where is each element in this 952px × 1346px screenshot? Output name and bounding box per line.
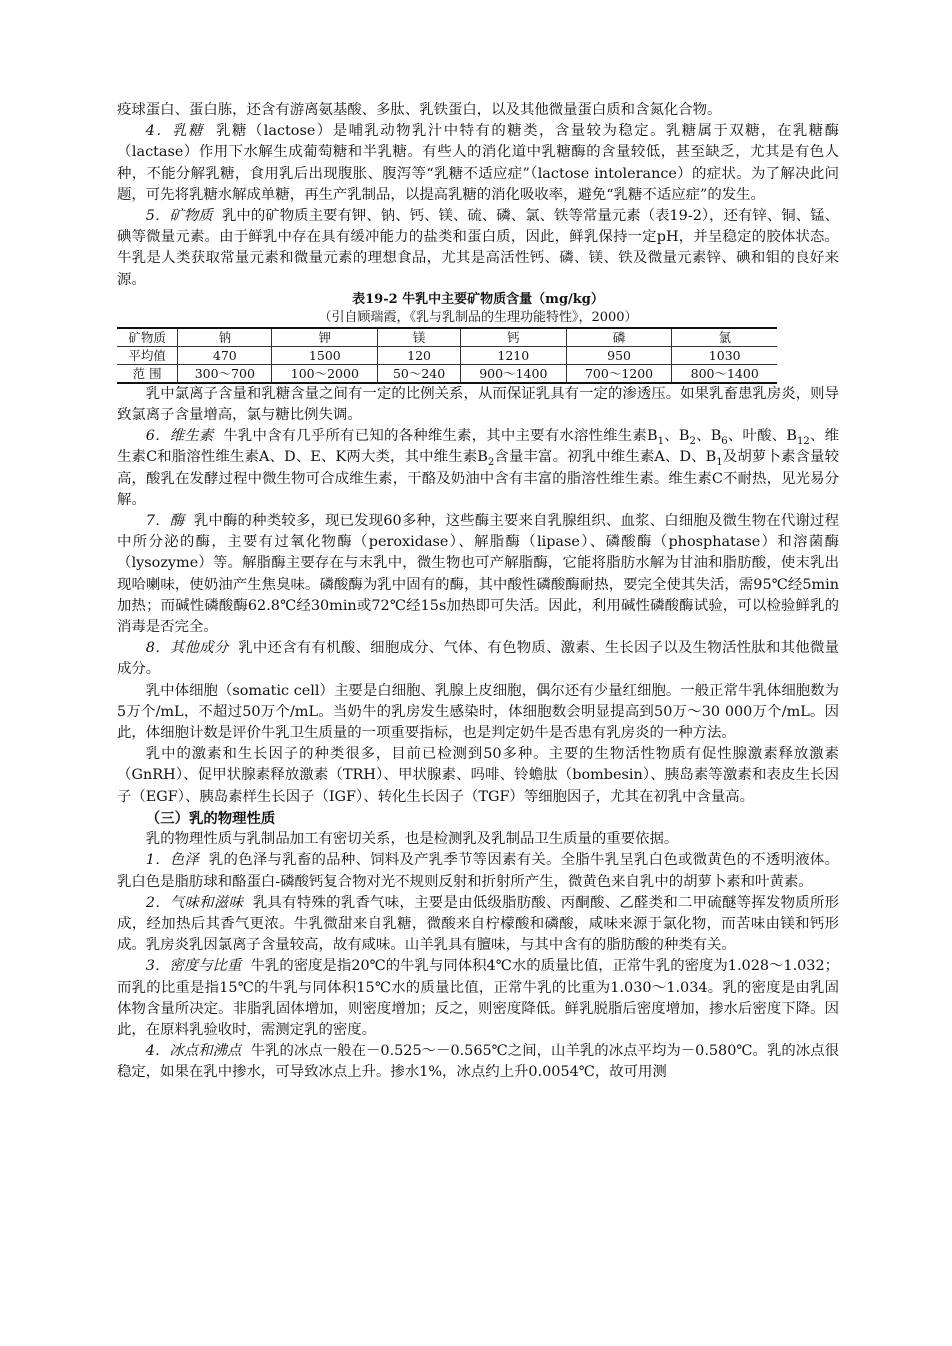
heading-lactose: 4．乳糖 [145,123,205,140]
table-header-cell: 钾 [272,328,378,347]
table-title: 表19-2 牛乳中主要矿物质含量（mg/kg） [352,291,604,307]
heading-minerals: 5．矿物质 [145,208,213,225]
paragraph-density [117,956,839,1041]
heading-vitamins: 6．维生素 [145,428,214,445]
text-vitamins-d: 含量丰富。初乳中维生素A、D、B [494,449,717,466]
subscript: 2 [487,457,495,469]
table-cell: 平均值 [117,346,178,364]
text-density: 牛乳的密度是指20℃的牛乳与同体积4℃水的质量比值，正常牛乳的密度为1.028～1.032；而乳的比重是指15℃的牛乳与同体积15℃水的质量比值，正常牛乳的比重为1.030～1.034。乳的密度是由乳固体物含量所决定。非脂乳固体增加，则密度增加；反之，则密度降低。鲜乳脱脂后密度增加，掺水后密度下降。因此，在原料乳验收时，需测定乳的密度。 [117,958,839,1038]
heading-color: 1．色泽 [145,852,200,869]
table-cell: 800～1400 [672,364,777,383]
paragraph-proteins-continued: 疫球蛋白、蛋白胨，还含有游离氨基酸、多肽、乳铁蛋白，以及其他微量蛋白质和含氮化合物。 [117,102,722,118]
table-header-cell: 钙 [460,328,566,347]
paragraph-other-components [117,638,839,680]
table-cell: 1030 [672,346,777,364]
paragraph-freezing-point [117,1041,839,1083]
paragraph-color [117,850,839,892]
text-vitamins-c: 、维生素C和脂溶性维生素A、D、E、K两大类，其中维生素B [117,428,840,466]
subscript: 6 [721,436,728,448]
heading-density: 3．密度与比重 [145,958,242,975]
table-cell: 900～1400 [460,364,566,383]
table-cell: 范 围 [117,364,178,383]
heading-odor-taste: 2．气味和滋味 [145,894,244,911]
table-row [117,346,777,364]
text-other-components: 乳中还含有有机酸、细胞成分、气体、有色物质、激素、生长因子以及生物活性肽和其他微量成分。 [117,640,839,678]
paragraph-hormones: 乳中的激素和生长因子的种类很多，目前已检测到50多种。主要的生物活性物质有促性腺激素释放激素（GnRH）、促甲状腺素释放激素（TRH）、甲状腺素、吗啡、铃蟾肽（bombesin）、胰岛素等激素和表皮生长因子（EGF）、胰岛素样生长因子（IGF）、转化生长因子（TGF）等细胞因子，尤其在初乳中含量高。 [117,746,839,805]
table-header-cell: 磷 [566,328,672,347]
subscript: 1 [657,436,665,448]
table-header-cell: 矿物质 [117,328,178,347]
paragraph-odor-taste [117,893,839,957]
subscript: 2 [689,436,696,448]
section-heading: （三）乳的物理性质 [145,809,276,827]
table-source: （引自顾瑞霞，《乳与乳制品的生理功能特性》，2000） [318,309,638,325]
document-page [117,100,839,1084]
subscript: 12 [796,436,810,448]
table-cell: 470 [178,346,272,364]
paragraph-minerals [117,206,839,291]
text-vitamins-b: 叶酸、B [742,428,797,445]
table-cell: 950 [566,346,672,364]
minerals-table [117,327,777,384]
paragraph-vitamins: 6．维生素 牛乳中含有几乎所有已知的各种维生素，其中主要有水溶性维生素$B_1$、$B_2$、$B_6$、叶酸、$B_{12}$、维生素C和脂溶性维生素A、D、E、K两大类，其中维生素$B_2$含量丰富。初乳中维生素A、D、$B_1$及胡萝卜素含量较高，酸乳在发酵过程中微生物可合成维生素，干酪及奶油中含有丰富的脂溶性维生素。维生素C不耐热，见光易分解。 [117,428,840,508]
paragraph-lactose [117,121,839,206]
paragraph-physical-intro: 乳的物理性质与乳制品加工有密切关系，也是检测乳及乳制品卫生质量的重要依据。 [145,831,679,848]
table-header-row [117,328,777,347]
text-minerals: 乳中的矿物质主要有钾、钠、钙、镁、硫、磷、氯、铁等常量元素（表19-2），还有锌、铜、锰、碘等微量元素。由于鲜乳中存在具有缓冲能力的盐类和蛋白质，因此，鲜乳保持一定pH，并呈稳定的胶体状态。牛乳是人类获取常量元素和微量元素的理想食品，尤其是高活性钙、磷、镁、铁及微量元素锌、碘和钼的良好来源。 [117,208,840,288]
table-cell: 50～240 [378,364,461,383]
text-odor-taste: 乳具有特殊的乳香气味，主要是由低级脂肪酸、丙酮酸、乙醛类和二甲硫醚等挥发物质所形成，经加热后其香气更浓。牛乳微甜来自乳糖，微酸来自柠檬酸和磷酸，咸味来源于氯化物，而苦味由镁和钙形成。乳房炎乳因氯离子含量较高，故有咸味。山羊乳具有膻味，与其中含有的脂肪酸的种类有关。 [117,894,839,954]
text-freezing-point: 牛乳的冰点一般在－0.525～－0.565℃之间，山羊乳的冰点平均为－0.580℃。乳的冰点很稳定，如果在乳中掺水，可导致冰点上升。掺水1%，冰点约上升0.0054℃，故可用测 [117,1043,839,1081]
table-cell: 100～2000 [272,364,378,383]
paragraph-chloride: 乳中氯离子含量和乳糖含量之间有一定的比例关系，从而保证乳具有一定的渗透压。如果乳畜患乳房炎，则导致氯离子含量增高，氯与糖比例失调。 [117,385,839,424]
table-header-cell: 镁 [378,328,461,347]
table-cell: 1210 [460,346,566,364]
table-cell: 700～1200 [566,364,672,383]
paragraph-enzymes [117,511,839,638]
text-vitamins-e: 及胡萝卜素含量较高，酸乳在发酵过程中微生物可合成维生素，干酪及奶油中含有丰富的脂溶性维生素。维生素C不耐热，见光易分解。 [117,449,839,508]
table-row [117,364,777,383]
paragraph-somatic-cells: 乳中体细胞（somatic cell）主要是白细胞、乳腺上皮细胞，偶尔还有少量红细胞。一般正常牛乳体细胞数为5万个/mL，不超过50万个/mL。当奶牛的乳房发生感染时，体细胞数会明显提高到50万～30 000万个/mL。因此，体细胞计数是评价牛乳卫生质量的一项重要指标，也是判定奶牛是否患有乳房炎的一种方法。 [117,682,839,742]
heading-other-components: 8．其他成分 [145,640,229,657]
subscript: 1 [716,457,723,469]
table-cell: 300～700 [178,364,272,383]
table-cell: 120 [378,346,461,364]
table-cell: 1500 [272,346,378,364]
heading-enzymes: 7．酶 [145,513,185,530]
text-lactose: 乳糖（lactose）是哺乳动物乳汁中特有的糖类，含量较为稳定。乳糖属于双糖，在乳糖酶（lactase）作用下水解生成葡萄糖和半乳糖。有些人的消化道中乳糖酶的含量较低，甚至缺乏，尤其是有色人种，不能分解乳糖，食用乳后出现腹胀、腹泻等“乳糖不适应症”（lactose intolerance）的症状。为了解决此问题，可先将乳糖水解成单糖，再生产乳制品，以提高乳糖的消化吸收率，避免“乳糖不适应症”的发生。 [117,123,840,203]
table-header-cell: 氯 [672,328,777,347]
text-enzymes: 乳中酶的种类较多，现已发现60多种，这些酶主要来自乳腺组织、血浆、白细胞及微生物在代谢过程中所分泌的酶，主要有过氧化物酶（peroxidase）、解脂酶（lipase）、磷酸酶（phosphatase）和溶菌酶（lysozyme）等。解脂酶主要存在与末乳中，微生物也可产解脂酶，它能将脂肪水解为甘油和脂肪酸，使末乳出现哈喇味，使奶油产生焦臭味。磷酸酶为乳中固有的酶，其中酸性磷酸酶耐热，要完全使其失活，需95℃经5min加热；而碱性磷酸酶62.8℃经30min或72℃经15s加热即可失活。因此，利用碱性磷酸酶试验，可以检验鲜乳的消毒是否完全。 [117,513,839,636]
text-vitamins-a: 牛乳中含有几乎所有已知的各种维生素，其中主要有水溶性维生素B [223,428,658,445]
text-color: 乳的色泽与乳畜的品种、饲料及产乳季节等因素有关。全脂牛乳呈乳白色或微黄色的不透明液体。乳白色是脂肪球和酪蛋白-磷酸钙复合物对光不规则反射和折射所产生，微黄色来自乳中的胡萝卜素和叶黄素。 [117,852,839,890]
table-header-cell: 钠 [178,328,272,347]
heading-freezing-point: 4．冰点和沸点 [145,1043,242,1060]
